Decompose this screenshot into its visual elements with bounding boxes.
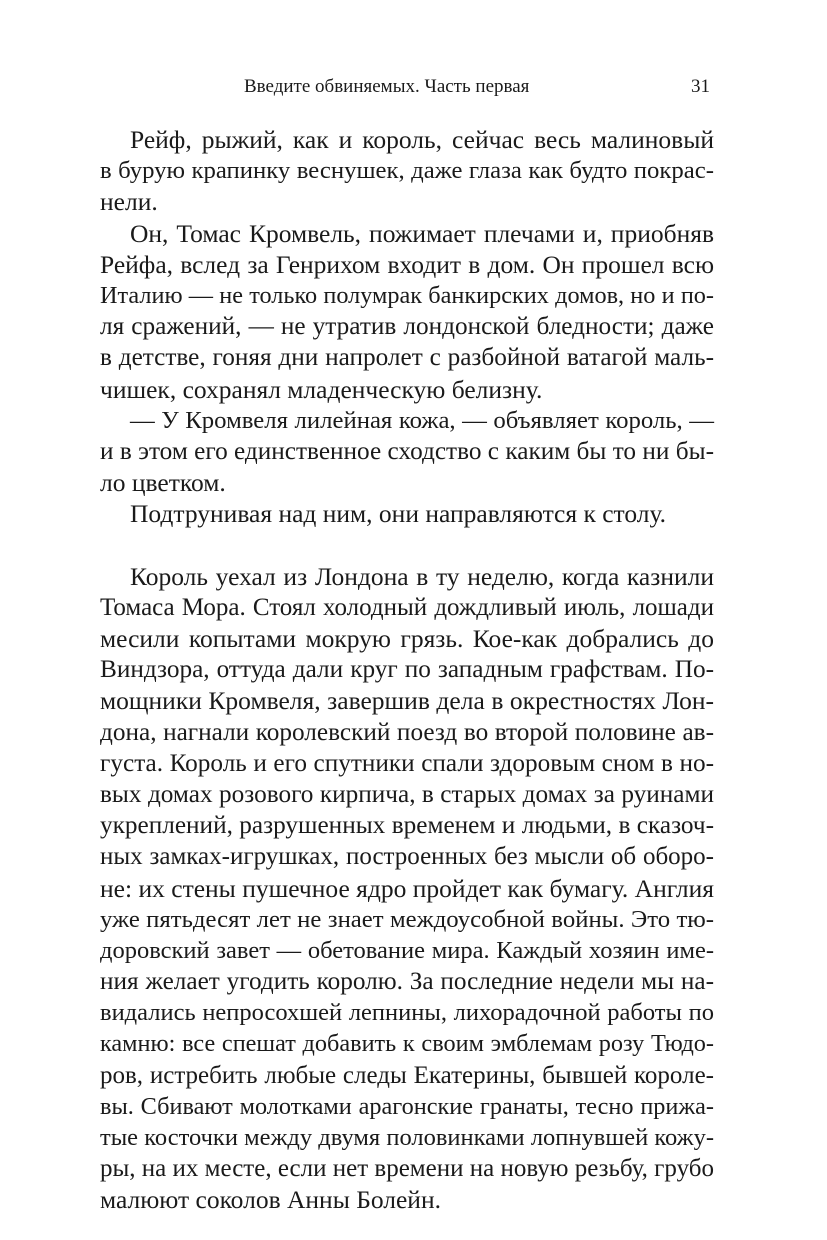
text-line: — У Кромвеля лилейная кожа, — объявляет король, — [130,406,714,434]
text-line: не: их стены пушечное ядро пройдет как бумагу. Англия [100,873,714,903]
text-line: ло цветком. [100,468,226,498]
text-line: в детстве, гоняя дни напролет с разбойной ватагой маль- [100,343,714,372]
text-line: и в этом его единственное сходство с каким бы то ни бы- [100,436,714,465]
text-line: мощники Кромвеля, завершив дела в окрестностях Лон- [100,686,714,716]
text-line: камню: все спешат добавить к своим эмблемам розу Тюдо- [100,1030,714,1058]
text-line: ля сражений, — не утратив лондонской бледности; даже [100,312,714,341]
text-line: Подтрунивая над ним, они направляются к столу. [130,499,667,529]
text-line: Виндзора, оттуда дали круг по западным графствам. По- [100,655,714,684]
text-line: месили копытами мокрую грязь. Кое-как добрались до [100,624,714,653]
text-line: видались непросохшей лепнины, лихорадочной работы по [100,999,714,1027]
paragraph [100,561,714,1216]
text-line: доровский завет — обетование мира. Каждый хозяин име- [100,936,714,964]
text-line: ры, на их месте, если нет времени на новую резьбу, грубо [100,1155,714,1183]
dialogue-paragraph [100,405,714,499]
text-line: Италию — не только полумрак банкирских домов, но и по- [100,281,714,309]
text-line: густа. Король и его спутники спали здоровым сном в но- [100,748,714,777]
paragraph [100,218,714,405]
text-line: дона, нагнали королевский поезд во второй половине ав- [100,717,714,746]
running-title: Введите обвиняемых. Часть первая [244,76,530,97]
text-line: Король уехал из Лондона в ту неделю, когда казнили [130,561,714,591]
text-line: нели. [100,187,158,217]
text-line: уже пятьдесят лет не знает междоусобной войны. Это тю- [100,905,714,933]
text-line: Томаса Мора. Стоял холодный дождливый июль, лошади [100,593,714,621]
text-line: Он, Томас Кромвель, пожимает плечами и, приобняв [130,218,714,248]
text-line: ния желает угодить королю. За последние недели мы на- [100,967,714,996]
text-line: чишек, сохранял младенческую белизну. [100,374,543,404]
body-text [100,124,714,1216]
text-line: тые косточки между двумя половинками лопнувшей кожу- [100,1124,714,1151]
running-header [100,74,712,100]
text-line: укреплений, разрушенных временем и людьми, в сказоч- [100,811,714,840]
text-line: Рейфа, вслед за Генрихом входит в дом. Он прошел всю [100,249,714,279]
text-line: ных замках-игрушках, построенных без мысли об оборо- [100,843,714,871]
text-line: ров, истребить любые следы Екатерины, бывшей короле- [100,1061,714,1089]
page-number: 31 [691,76,710,97]
paragraph [100,498,714,529]
text-line: вы. Сбивают молотками арагонские гранаты, тесно прижа- [100,1092,714,1120]
text-line: вых домах розового кирпича, в старых домах за руинами [100,779,714,808]
text-line: Рейф, рыжий, как и король, сейчас весь малиновый [130,125,714,154]
section-break [100,529,714,560]
paragraph [100,124,714,218]
text-line: в бурую крапинку веснушек, даже глаза как будто покрас- [100,157,714,185]
text-line: малюют соколов Анны Болейн. [100,1185,441,1215]
